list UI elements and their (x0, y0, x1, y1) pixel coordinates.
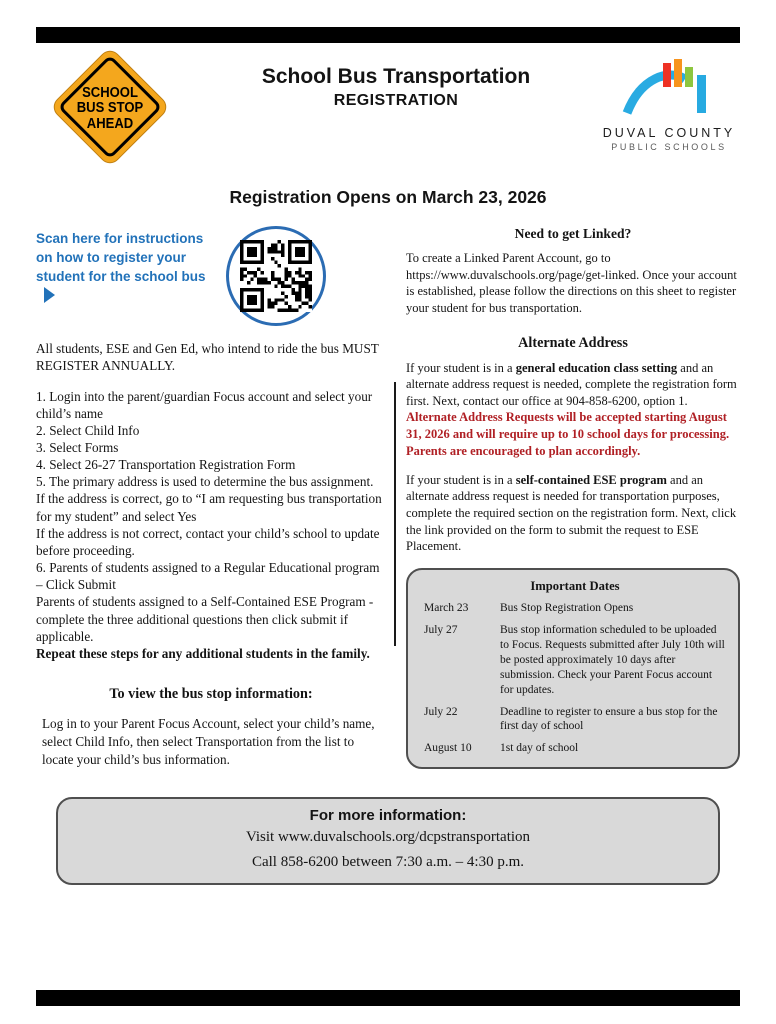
alt2-text: If your student is in a (406, 472, 516, 487)
scan-label: Scan here for instructions on how to register your student for the school bus (36, 231, 206, 284)
more-information-box (56, 797, 720, 886)
sign-text (61, 81, 158, 137)
alt1-bold: general education class setting (515, 360, 678, 375)
registration-step: If the address is correct, go to “I am requesting bus transportation for my student” and select Yes (36, 491, 382, 524)
alternate-address-heading: Alternate Address (518, 334, 628, 351)
registration-steps (36, 388, 386, 663)
alt2-text: and an alternate address request is needed for transportation purposes, complete the required section on the registration form. Next, click the link provided on the form to submit the request to ESE Placement. (406, 472, 737, 554)
title-block (194, 53, 598, 110)
date-label: July 22 (424, 705, 458, 718)
alt2-bold: self-contained ESE program (515, 472, 667, 487)
bus-stop-heading: To view the bus stop information: (109, 686, 313, 702)
logo-text-public-schools: PUBLIC SCHOOLS (611, 142, 727, 152)
registration-step: 4. Select 26-27 Transportation Registration Form (36, 457, 296, 473)
registration-step: Parents of students assigned to a Self-Contained ESE Program - complete the three additional questions then click submit if applicable. (36, 594, 374, 644)
date-label: March 23 (424, 601, 469, 614)
alt1-text: and an alternate address request is needed, complete the registration form first. Next, contact our office at 904-858-6200, option 1. (406, 360, 737, 408)
qr-code (240, 240, 312, 312)
date-description: Bus Stop Registration Opens (500, 601, 634, 614)
registration-step: 2. Select Child Info (36, 422, 140, 438)
scan-instructions-text (36, 226, 216, 306)
sign-line: AHEAD (86, 115, 134, 132)
date-description: Bus stop information scheduled to be uploaded to Focus. Requests submitted after July 10th will be posted approximately 10 days after submission. Check your Parent Focus account for updates. (500, 623, 725, 696)
website-line: Visit www.duvalschools.org/dcpstransportation (245, 828, 531, 845)
bottom-border-bar (36, 990, 740, 1006)
registration-step: If the address is not correct, contact your child’s school to update before proceeding. (36, 525, 380, 558)
date-row (424, 623, 726, 698)
date-row (424, 741, 726, 756)
date-row (424, 705, 726, 735)
more-information-heading: For more information: (309, 806, 467, 824)
registration-step: 3. Select Forms (36, 439, 119, 455)
qr-code-circle (226, 226, 326, 326)
sign-line: SCHOOL (82, 85, 138, 102)
dcps-logo-icon (617, 59, 721, 117)
header (36, 53, 740, 167)
registration-opens-heading: Registration Opens on March 23, 2026 (229, 187, 547, 207)
page-title: School Bus Transportation (261, 65, 531, 88)
arrow-right-icon (44, 287, 55, 303)
registration-step: 1. Login into the parent/guardian Focus account and select your child’s name (36, 388, 373, 421)
need-linked-paragraph: To create a Linked Parent Account, go to https://www.duvalschools.org/page/get-linked. Once your account is established, please follow the directions on this sheet to register your student for bus transportation. (406, 251, 737, 315)
logo-text-duval-county: DUVAL COUNTY (602, 126, 736, 140)
alt1-warning: Alternate Address Requests will be accepted starting August 31, 2026 and will require up to 10 school days for processing. Parents are encouraged to plan accordingly. (406, 410, 730, 458)
bus-stop-paragraph: Log in to your Parent Focus Account, select your child’s name, select Child Info, then select Transportation from the list to locate your child’s bus information. (42, 716, 375, 768)
sign-line: BUS STOP (76, 100, 144, 117)
left-column (36, 226, 386, 783)
right-column (406, 226, 740, 783)
need-linked-heading: Need to get Linked? (514, 226, 632, 241)
qr-scan-row (36, 226, 386, 326)
date-row (424, 601, 726, 616)
date-description: Deadline to register to ensure a bus stop for the first day of school (500, 705, 718, 733)
dcps-logo-block (598, 53, 740, 152)
registration-step: 6. Parents of students assigned to a Regular Educational program – Click Submit (36, 560, 380, 593)
page-subtitle: REGISTRATION (333, 92, 459, 109)
alt1-text: If your student is in a (406, 360, 516, 375)
date-description: 1st day of school (500, 742, 579, 755)
column-divider (394, 382, 396, 646)
important-dates-heading: Important Dates (530, 578, 620, 593)
intro-paragraph: All students, ESE and Gen Ed, who intend to ride the bus MUST REGISTER ANNUALLY. (36, 341, 379, 374)
school-bus-stop-sign (36, 53, 194, 167)
repeat-steps-note: Repeat these steps for any additional students in the family. (36, 645, 370, 661)
alternate-address-paragraph-2 (406, 472, 740, 555)
phone-line: Call 858-6200 between 7:30 a.m. – 4:30 p.m. (251, 853, 525, 870)
important-dates-box (406, 568, 740, 769)
date-label: July 27 (424, 623, 458, 636)
date-label: August 10 (424, 742, 472, 755)
alternate-address-paragraph-1 (406, 360, 740, 460)
registration-step: 5. The primary address is used to determine the bus assignment. (36, 474, 374, 490)
main-content (36, 226, 740, 783)
top-border-bar (36, 27, 740, 43)
